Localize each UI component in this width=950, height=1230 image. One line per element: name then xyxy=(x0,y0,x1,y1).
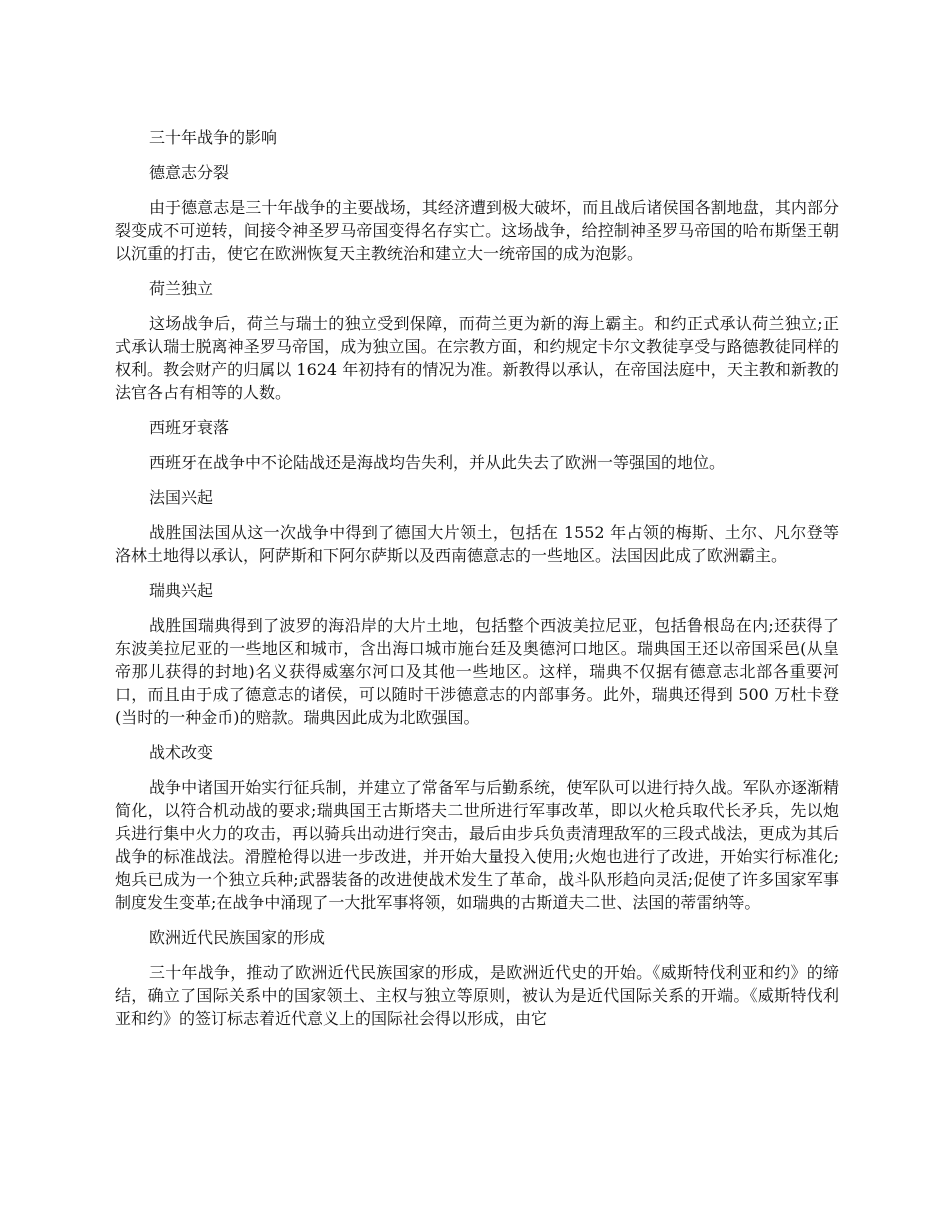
section-body-germany-division: 由于德意志是三十年战争的主要战场，其经济遭到极大破坏，而且战后诸侯国各割地盘，其内部分裂变成不可逆转，间接令神圣罗马帝国变得名存实亡。这场战争，给控制神圣罗马帝国的哈布斯堡王朝以沉重的打击，使它在欧洲恢复天主教统治和建立大一统帝国的成为泡影。 xyxy=(115,198,839,263)
section-heading-sweden-rise: 瑞典兴起 xyxy=(149,581,214,600)
document-page xyxy=(115,126,839,1030)
section-body-nation-states: 三十年战争，推动了欧洲近代民族国家的形成，是欧洲近代史的开始。《威斯特伐利亚和约》的缔结，确立了国际关系中的国家领土、主权与独立等原则，被认为是近代国际关系的开端。《威斯特伐利亚和约》的签订标志着近代意义上的国际社会得以形成，由它 xyxy=(115,963,839,1028)
section-heading-dutch-independence: 荷兰独立 xyxy=(149,279,214,298)
document-title: 三十年战争的影响 xyxy=(149,128,278,147)
section-body-dutch-independence: 这场战争后，荷兰与瑞士的独立受到保障，而荷兰更为新的海上霸主。和约正式承认荷兰独立;正式承认瑞士脱离神圣罗马帝国，成为独立国。在宗教方面，和约规定卡尔文教徒享受与路德教徒同样的权利。教会财产的归属以 1624 年初持有的情况为准。新教得以承认，在帝国法庭中，天主教和新教的法官各占有相等的人数。 xyxy=(115,314,839,402)
section-body-spain-decline: 西班牙在战争中不论陆战还是海战均告失利，并从此失去了欧洲一等强国的地位。 xyxy=(149,453,726,472)
section-body-sweden-rise: 战胜国瑞典得到了波罗的海沿岸的大片土地，包括整个西波美拉尼亚，包括鲁根岛在内;还获得了东波美拉尼亚的一些地区和城市，含出海口城市施台廷及奥德河口地区。瑞典国王还以帝国采邑(从皇帝那儿获得的封地)名义获得威塞尔河口及其他一些地区。这样，瑞典不仅据有德意志北部各重要河口，而且由于成了德意志的诸侯，可以随时干涉德意志的内部事务。此外，瑞典还得到 500 万杜卡登(当时的一种金币)的赔款。瑞典因此成为北欧强国。 xyxy=(115,616,839,727)
section-heading-tactics-change: 战术改变 xyxy=(149,743,214,762)
section-heading-spain-decline: 西班牙衰落 xyxy=(149,418,230,437)
section-heading-france-rise: 法国兴起 xyxy=(149,488,214,507)
section-body-france-rise: 战胜国法国从这一次战争中得到了德国大片领土，包括在 1552 年占领的梅斯、土尔、凡尔登等洛林土地得以承认，阿萨斯和下阿尔萨斯以及西南德意志的一些地区。法国因此成了欧洲霸主。 xyxy=(115,523,839,565)
section-heading-germany-division: 德意志分裂 xyxy=(149,163,230,182)
section-body-tactics-change: 战争中诸国开始实行征兵制，并建立了常备军与后勤系统，使军队可以进行持久战。军队亦逐渐精简化，以符合机动战的要求;瑞典国王古斯塔夫二世所进行军事改革，即以火枪兵取代长矛兵，先以炮兵进行集中火力的攻击，再以骑兵出动进行突击，最后由步兵负责清理敌军的三段式战法，更成为其后战争的标准战法。滑膛枪得以进一步改进，并开始大量投入使用;火炮也进行了改进，开始实行标准化;炮兵已成为一个独立兵种;武器装备的改进使战术发生了革命，战斗队形趋向灵活;促使了许多国家军事制度发生变革;在战争中涌现了一大批军事将领，如瑞典的古斯道夫二世、法国的蒂雷纳等。 xyxy=(115,778,839,912)
section-heading-nation-states: 欧洲近代民族国家的形成 xyxy=(149,928,326,947)
